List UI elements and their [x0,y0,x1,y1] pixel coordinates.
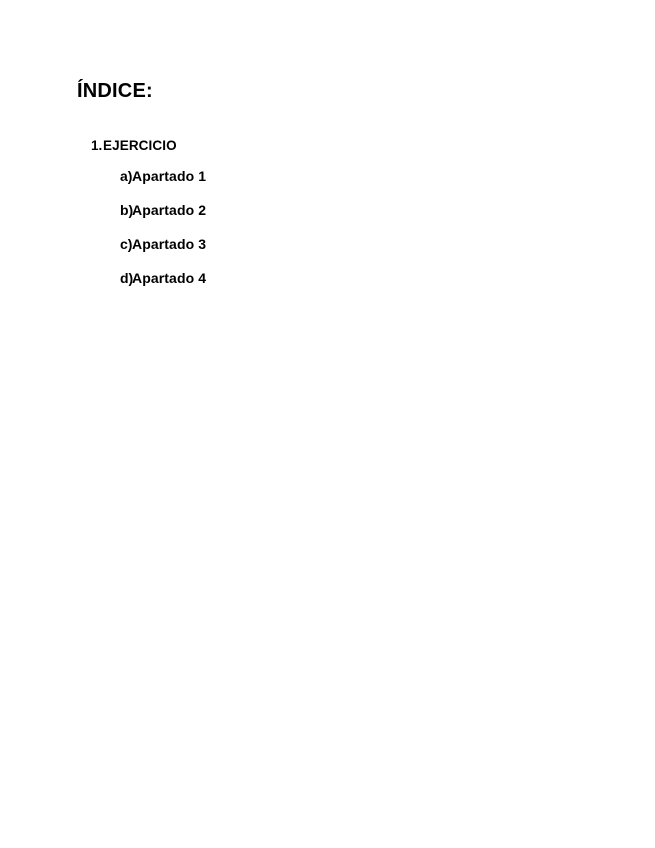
index-sublist [77,168,597,286]
list-item-marker: a) [120,168,133,185]
list-item [77,236,597,253]
list-item-marker: 1. [91,138,103,153]
list-item-marker: d) [120,269,134,286]
list-item-label: Apartado 2 [132,201,207,218]
list-item-marker: c) [120,235,133,252]
index-list [77,138,597,303]
list-item [77,202,597,219]
list-item [77,168,597,185]
list-item [77,270,597,287]
list-item-label: EJERCICIO [103,138,177,153]
list-item-label: Apartado 3 [132,235,207,252]
list-item-marker: b) [120,201,134,218]
list-item-level1 [77,138,597,154]
page-title: ÍNDICE: [77,80,153,102]
list-item-label: Apartado 4 [132,269,207,286]
list-item-label: Apartado 1 [132,168,207,185]
